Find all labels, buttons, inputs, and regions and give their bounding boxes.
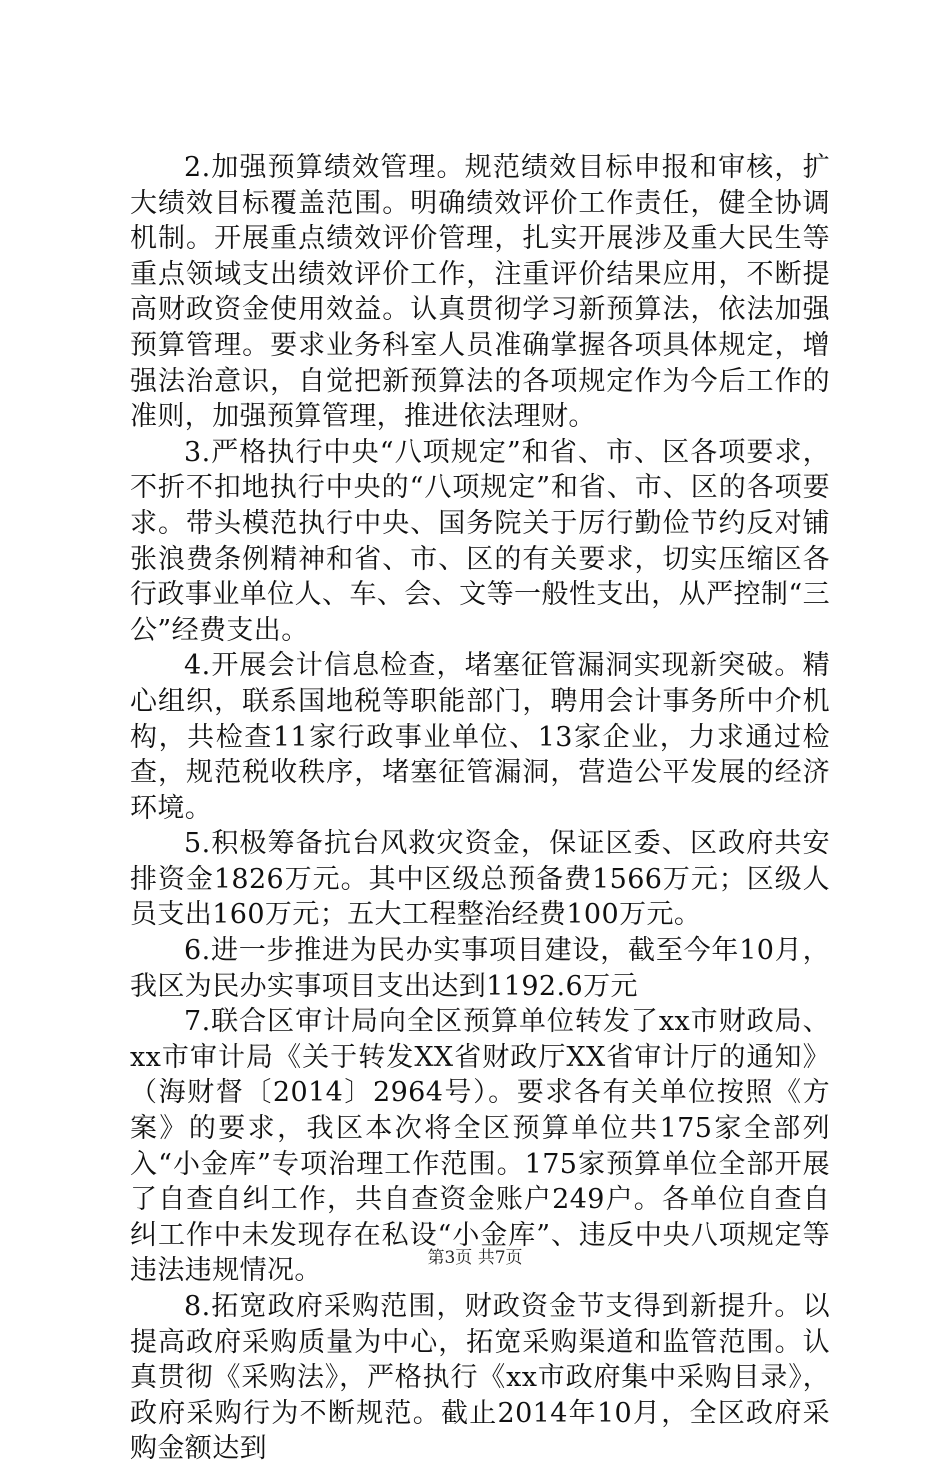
page-footer: 第3页 共7页 [427,1248,523,1268]
paragraph-budget-performance: 2.加强预算绩效管理。规范绩效目标申报和审核，扩大绩效目标覆盖范围。明确绩效评价工作责任，健全协调机制。开展重点绩效评价管理，扎实开展涉及重大民生等重点领域支出绩效评价工作，注重评价结果应用，不断提高财政资金使用效益。认真贯彻学习新预算法，依法加强预算管理。要求业务科室人员准确掌握各项具体规定，增强法治意识，自觉把新预算法的各项规定作为今后工作的准则，加强预算管理，推进依法理财。 [130,152,830,433]
paragraph-government-procurement: 8.拓宽政府采购范围，财政资金节支得到新提升。以提高政府采购质量为中心，拓宽采购渠道和监管范围。认真贯彻《采购法》，严格执行《xx市政府集中采购目录》，政府采购行为不断规范。截止2014年10月，全区政府采购金额达到 [130,1291,830,1465]
paragraph-audit-treasury: 7.联合区审计局向全区预算单位转发了xx市财政局、xx市审计局《关于转发XX省财政厅XX省审计厅的通知》（海财督〔2014〕2964号）。要求各有关单位按照《方案》的要求，我区本次将全区预算单位共175家全部列入“小金库”专项治理工作范围。175家预算单位全部开展了自查自纠工作，共自查资金账户249户。各单位自查自纠工作中未发现存在私设“小金库”、违反中央八项规定等违法违规情况。 [130,1006,830,1287]
paragraph-accounting-inspection: 4.开展会计信息检查，堵塞征管漏洞实现新突破。精心组织，联系国地税等职能部门，聘用会计事务所中介机构，共检查11家行政事业单位、13家企业，力求通过检查，规范税收秩序，堵塞征管漏洞，营造公平发展的经济环境。 [130,650,830,824]
document-body [130,150,830,1467]
paragraph-eight-regulations: 3.严格执行中央“八项规定”和省、市、区各项要求，不折不扣地执行中央的“八项规定”和省、市、区的各项要求。带头模范执行中央、国务院关于厉行勤俭节约反对铺张浪费条例精神和省、市、区的有关要求，切实压缩区各行政事业单位人、车、会、文等一般性支出，从严控制“三公”经费支出。 [130,436,830,646]
paragraph-public-projects: 6.进一步推进为民办实事项目建设，截至今年10月，我区为民办实事项目支出达到1192.6万元 [130,935,830,1002]
paragraph-typhoon-relief-funds: 5.积极筹备抗台风救灾资金，保证区委、区政府共安排资金1826万元。其中区级总预备费1566万元；区级人员支出160万元；五大工程整治经费100万元。 [130,828,830,931]
